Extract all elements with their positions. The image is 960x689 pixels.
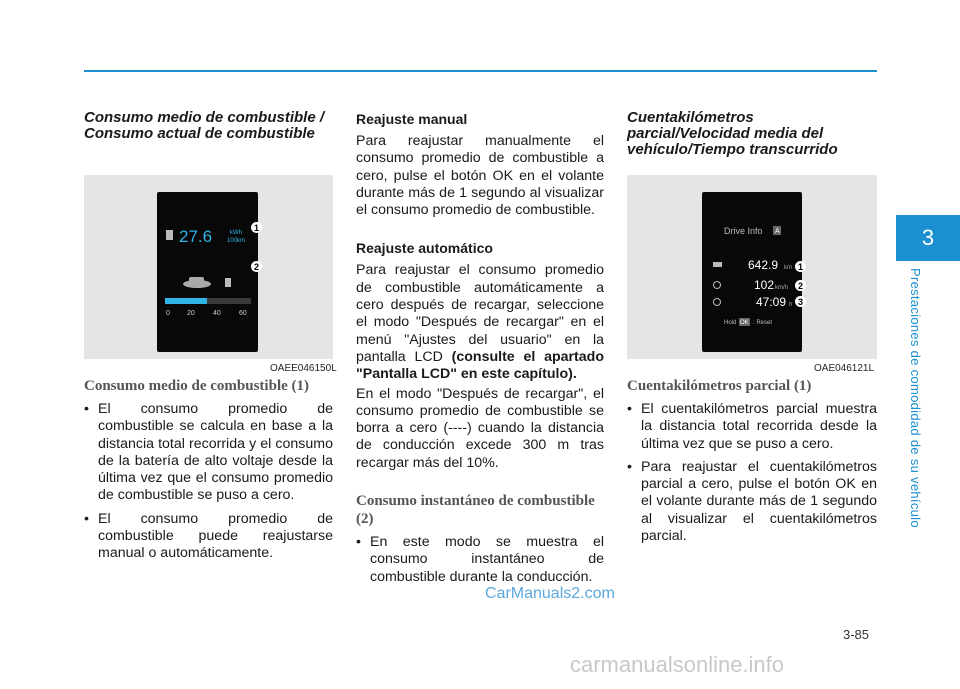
distance-unit: km [784,265,792,271]
list-item: • El consumo promedio de combustible se calcula en base a la distancia total recorrida y el consumo de la batería de alto voltaje desde la última vez que el consumo promedio de combustible se puso a cero. [84,401,333,505]
callout-2: 2 [251,261,262,272]
distance-icon [713,262,722,267]
auto-reset-text-2: En el modo "Después de recargar", el consumo promedio de combustible se borra a cero (----) cuando la distancia de conducción excede 300 m tras recargar más del 10%. [356,385,604,471]
time-unit: h [789,302,793,308]
auto-reset-text-main: Para reajustar el consumo promedio de combustible automáticamente a cero después de recargar, seleccione el modo "Después de recargar" en el menú "Ajustes del usuario" en la pantalla LCD [356,262,604,365]
callout-2: 2 [795,280,806,291]
unit-bottom: 100km [227,238,246,244]
scale-0: 0 [166,310,170,317]
list-item: • El consumo promedio de combustible puede reajustarse manual o automáticamente. [84,511,333,563]
callout-1: 1 [251,222,262,233]
bullet-list [627,401,877,545]
column-3 [627,110,877,158]
unit-top: kWh [230,230,242,236]
fuel-icon-small [225,278,231,287]
header-rule [84,70,877,72]
footer-reset: : Reset [753,320,773,326]
distance-value: 642.9 [748,258,779,272]
figure-fuel-economy [84,175,333,359]
callout-3: 3 [795,296,806,307]
page-number: 3-85 [843,627,870,642]
subheading: Consumo medio de combustible (1) [84,378,310,394]
column-2 [356,110,604,592]
column-1 [84,110,333,142]
drive-info-title: Drive Info [724,226,763,236]
list-item: • Para reajustar el cuentakilómetros parcial a cero, pulse el botón OK en el volante durante más de 1 segundo al visualizar el cuentakilómetros parcial. [627,459,877,545]
fuel-pump-icon [166,230,173,240]
figure-drive-info [627,175,877,359]
speed-value: 102 [754,278,775,292]
speed-unit: km/h [775,285,789,291]
scale-20: 20 [187,310,195,317]
lcd-screen [157,192,258,352]
watermark-footer[interactable]: carmanualsonline.info [570,652,785,677]
chapter-tab[interactable]: 3 [896,215,960,261]
lcd-graphics [157,192,258,352]
scale-60: 60 [239,310,247,317]
scale-40: 40 [213,310,221,317]
bullet-list [356,534,604,586]
footer-ok: OK [740,320,749,326]
callout-1: 1 [795,261,806,272]
lcd-screen [702,192,802,352]
footer-hold: Hold [724,320,737,326]
section-heading: Cuentakilómetros parcial/Velocidad media del vehículo/Tiempo transcurrido [627,109,838,158]
lcd-graphics [702,192,802,352]
figure-code: OAEE046150L [270,363,337,374]
auto-reset-reference: (consulte el apartado "Pantalla LCD" en este capítulo). [356,348,604,383]
car-roof [189,277,204,282]
figure-code: OAE046121L [814,363,875,374]
fuel-value: 27.6 [179,227,213,246]
column-1-body [84,377,333,569]
list-item: • En este modo se muestra el consumo instantáneo de combustible durante la conducción. [356,534,604,586]
manual-reset-text: Para reajustar manualmente el consumo promedio de combustible a cero, pulse el botón OK en el volante durante más de 1 segundo al visualizar el consumo promedio de combustible. [356,133,604,219]
clock-icon [714,299,721,306]
chapter-title: Prestaciones de comodidad de su vehículo [908,268,923,528]
auto-reset-heading: Reajuste automático [356,240,493,257]
bar-fill [165,298,207,304]
section-heading: Consumo medio de combustible / Consumo actual de combustible [84,109,325,142]
title-badge: A [775,228,780,235]
column-3-body [627,377,877,551]
manual-reset-heading: Reajuste manual [356,111,468,127]
subheading: Consumo instantáneo de combustible (2) [356,493,595,528]
bullet-list [84,401,333,563]
auto-reset-text [356,262,604,383]
watermark-overlay[interactable]: CarManuals2.com [485,585,615,602]
list-item: • El cuentakilómetros parcial muestra la distancia total recorrida desde la última vez que se puso a cero. [627,401,877,453]
speed-icon [714,282,721,289]
subheading: Cuentakilómetros parcial (1) [627,378,812,394]
time-value: 47:09 [756,295,787,309]
